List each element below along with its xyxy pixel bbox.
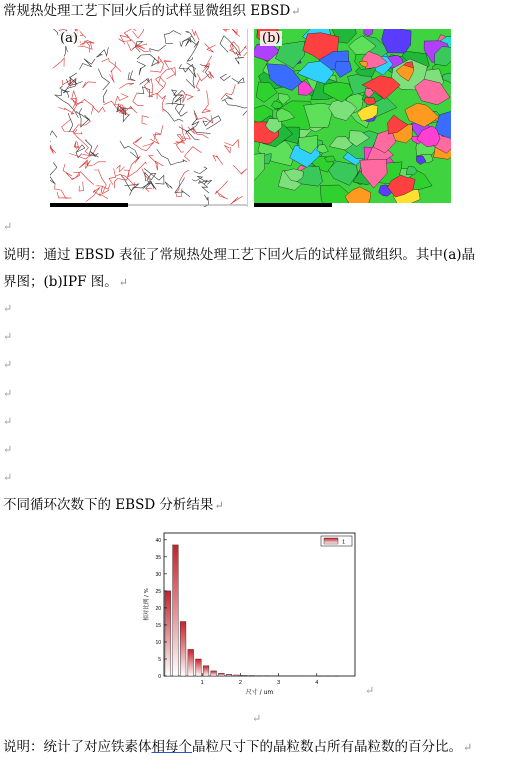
y-tick-label: 30 (155, 571, 161, 578)
paragraph-mark: ↵ (3, 302, 13, 315)
y-tick-label: 25 (155, 588, 161, 595)
paragraph-mark: ↵ (118, 276, 128, 289)
chart-legend (321, 536, 352, 546)
legend-swatch (324, 538, 338, 544)
y-tick-label: 35 (155, 554, 161, 561)
bar (241, 675, 247, 676)
grain-boundary-map (50, 29, 247, 207)
bar (226, 674, 232, 676)
x-tick-label: 3 (277, 680, 281, 686)
x-tick-label: 4 (315, 680, 319, 686)
x-tick-label: 1 (200, 680, 204, 686)
x-axis-label: 尺寸 / um (245, 689, 274, 696)
bar (188, 649, 194, 676)
bar (211, 671, 217, 676)
figure-label-b: (b) (262, 31, 281, 46)
y-tick-label: 15 (155, 622, 161, 629)
ipf-map-image (254, 29, 451, 207)
caption-1-line-2: 界图；(b)IPF 图。↵ (3, 274, 128, 290)
scale-bar (254, 203, 332, 207)
paragraph-mark: ↵ (3, 443, 13, 456)
x-tick-label: 2 (238, 680, 242, 686)
grain-boundary-map-image (50, 29, 248, 207)
caption-2: 说明：统计了对应铁素体相每个晶粒尺寸下的晶粒数占所有晶粒数的百分比。↵ (3, 739, 473, 755)
y-tick-label: 0 (158, 674, 161, 680)
bar (173, 545, 179, 676)
heading-ebsd-microstructure: 常规热处理工艺下回火后的试样显微组织 EBSD↵ (3, 3, 301, 19)
paragraph-mark: ↵ (214, 499, 224, 512)
figure-label-a: (a) (60, 31, 78, 46)
bar (203, 666, 209, 676)
grain-size-distribution-chart (140, 528, 362, 706)
bar (180, 622, 186, 676)
paragraph-mark: ↵ (3, 358, 13, 371)
scale-bar (50, 203, 128, 207)
bar (196, 659, 202, 676)
paragraph-mark: ↵ (3, 220, 13, 233)
legend-label: 1 (342, 539, 346, 546)
paragraph-mark: ↵ (3, 471, 13, 484)
y-tick-label: 5 (158, 656, 161, 663)
paragraph-mark: ↵ (3, 330, 13, 343)
y-axis-label: 相对比例 / % (144, 588, 150, 621)
bar (165, 591, 171, 676)
paragraph-mark: ↵ (252, 712, 262, 725)
paragraph-mark: ↵ (291, 5, 301, 18)
paragraph-mark: ↵ (3, 387, 13, 400)
ipf-map (254, 29, 451, 207)
paragraph-mark: ↵ (3, 415, 13, 428)
heading-ebsd-analysis: 不同循环次数下的 EBSD 分析结果↵ (3, 497, 224, 513)
y-tick-label: 20 (155, 605, 161, 612)
caption-1-line-1: 说明：通过 EBSD 表征了常规热处理工艺下回火后的试样显微组织。其中(a)晶 (3, 247, 476, 263)
bar (218, 673, 224, 676)
bar (249, 675, 255, 676)
y-tick-label: 10 (155, 639, 161, 646)
paragraph-mark: ↵ (463, 741, 473, 754)
paragraph-mark: ↵ (365, 684, 375, 697)
bar (234, 675, 240, 676)
y-tick-label: 40 (155, 537, 161, 544)
